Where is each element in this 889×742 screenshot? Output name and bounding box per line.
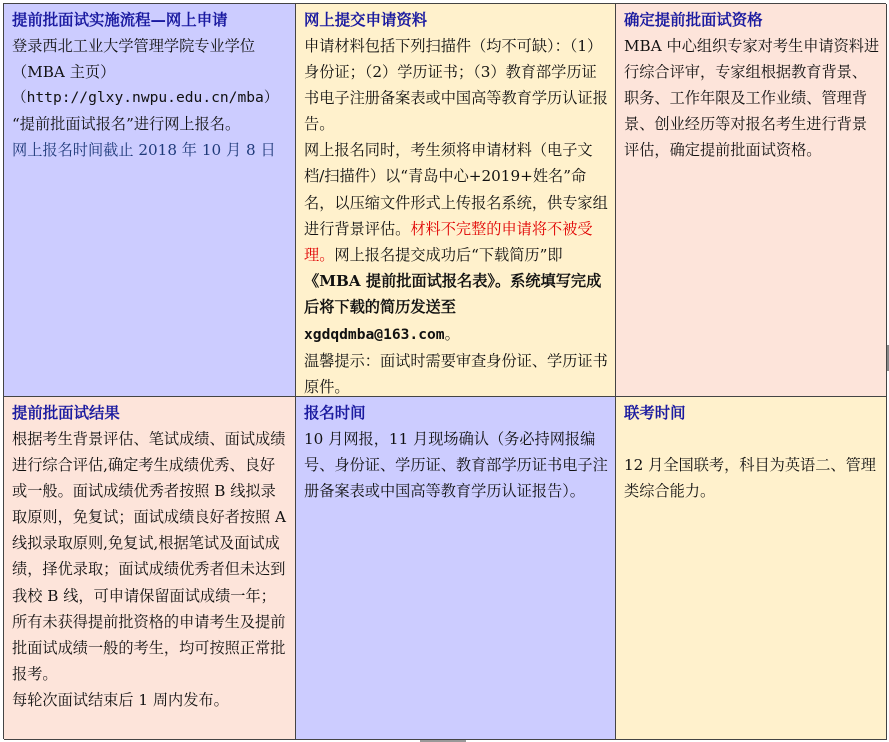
- cell-title: 网上提交申请资料: [304, 11, 428, 29]
- results-rules: 根据考生背景评估、笔试成绩、面试成绩进行综合评估,确定考生成绩优秀、良好或一般。面试成绩优秀者按照 B 线拟录取原则，免复试；面试成绩良好者按照 A 线拟录取原则,免复试,根据笔试及面试成绩，择优录取；面试成绩优秀者但未达到我校 B 线，可申请保留面试成绩一年；: [12, 430, 286, 605]
- cell-submit-materials: [296, 4, 616, 397]
- download-text: 网上报名提交成功后“下载简历”即: [334, 245, 563, 264]
- upload-text: 网上报名同时，考生须将申请材料（电子文档/扫描件）以“青岛中心+2019+姓名”命名，以压缩文件形式上传报名系统，供专家组进行背景评估。: [304, 141, 608, 238]
- results-release-time: 每轮次面试结束后 1 周内发布。: [12, 690, 229, 709]
- cell-title: 提前批面试结果: [12, 404, 120, 422]
- upload-instruction: [304, 137, 609, 348]
- eligibility-description: MBA 中心组织专家对考生申请资料进行综合评审，专家组根据教育背景、职务、工作年限及工作业绩、管理背景、创业经历等对报名考生进行背景评估，确定提前批面试资格。: [624, 37, 880, 160]
- spacer: [624, 426, 880, 452]
- exam-description: 12 月全国联考，科目为英语二、管理类综合能力。: [624, 456, 876, 501]
- cell-interview-results: [4, 397, 296, 740]
- cell-title: 报名时间: [304, 404, 366, 422]
- signup-deadline: 网上报名时间截止 2018 年 10 月 8 日: [12, 141, 276, 160]
- cell-title: 提前批面试实施流程—网上申请: [12, 11, 228, 29]
- cell-title: 确定提前批面试资格: [624, 11, 763, 29]
- contact-email[interactable]: xgdqdmba@163.com: [304, 326, 445, 344]
- cell-online-application: [4, 4, 296, 397]
- mba-homepage-link[interactable]: （http://glxy.nwpu.edu.cn/mba）: [12, 89, 279, 107]
- regular-application-note: 所有未获得提前批资格的申请考生及提前批面试成绩一般的考生，均可按照正常批报考。: [12, 612, 286, 683]
- cell-title: 联考时间: [624, 404, 686, 422]
- materials-list: 申请材料包括下列扫描件（均不可缺）：（1）身份证；（2）学历证书；（3）教育部学历证书电子注册备案表或中国高等教育学历认证报告。: [304, 37, 608, 134]
- cell-confirm-eligibility: [616, 4, 887, 397]
- signup-instruction: “提前批面试报名”进行网上报名。: [12, 115, 241, 134]
- cell-registration-time: [296, 397, 616, 740]
- login-instruction: 登录西北工业大学管理学院专业学位（MBA 主页）: [12, 37, 255, 82]
- cell-exam-time: [616, 397, 887, 740]
- process-table: [3, 3, 886, 739]
- reminder-note: 温馨提示：面试时需要审查身份证、学历证书原件。: [304, 352, 608, 397]
- incomplete-warning: 材料不完整的申请将不被受理。: [304, 219, 593, 264]
- form-instruction: 《MBA 提前批面试报名表》。系统填写完成后将下载的简历发送至: [304, 271, 602, 316]
- registration-description: 10 月网报，11 月现场确认（务必持网报编号、身份证、学历证、教育部学历证书电子注册备案表或中国高等教育学历认证报告）。: [304, 430, 608, 501]
- sentence-end: 。: [444, 325, 460, 344]
